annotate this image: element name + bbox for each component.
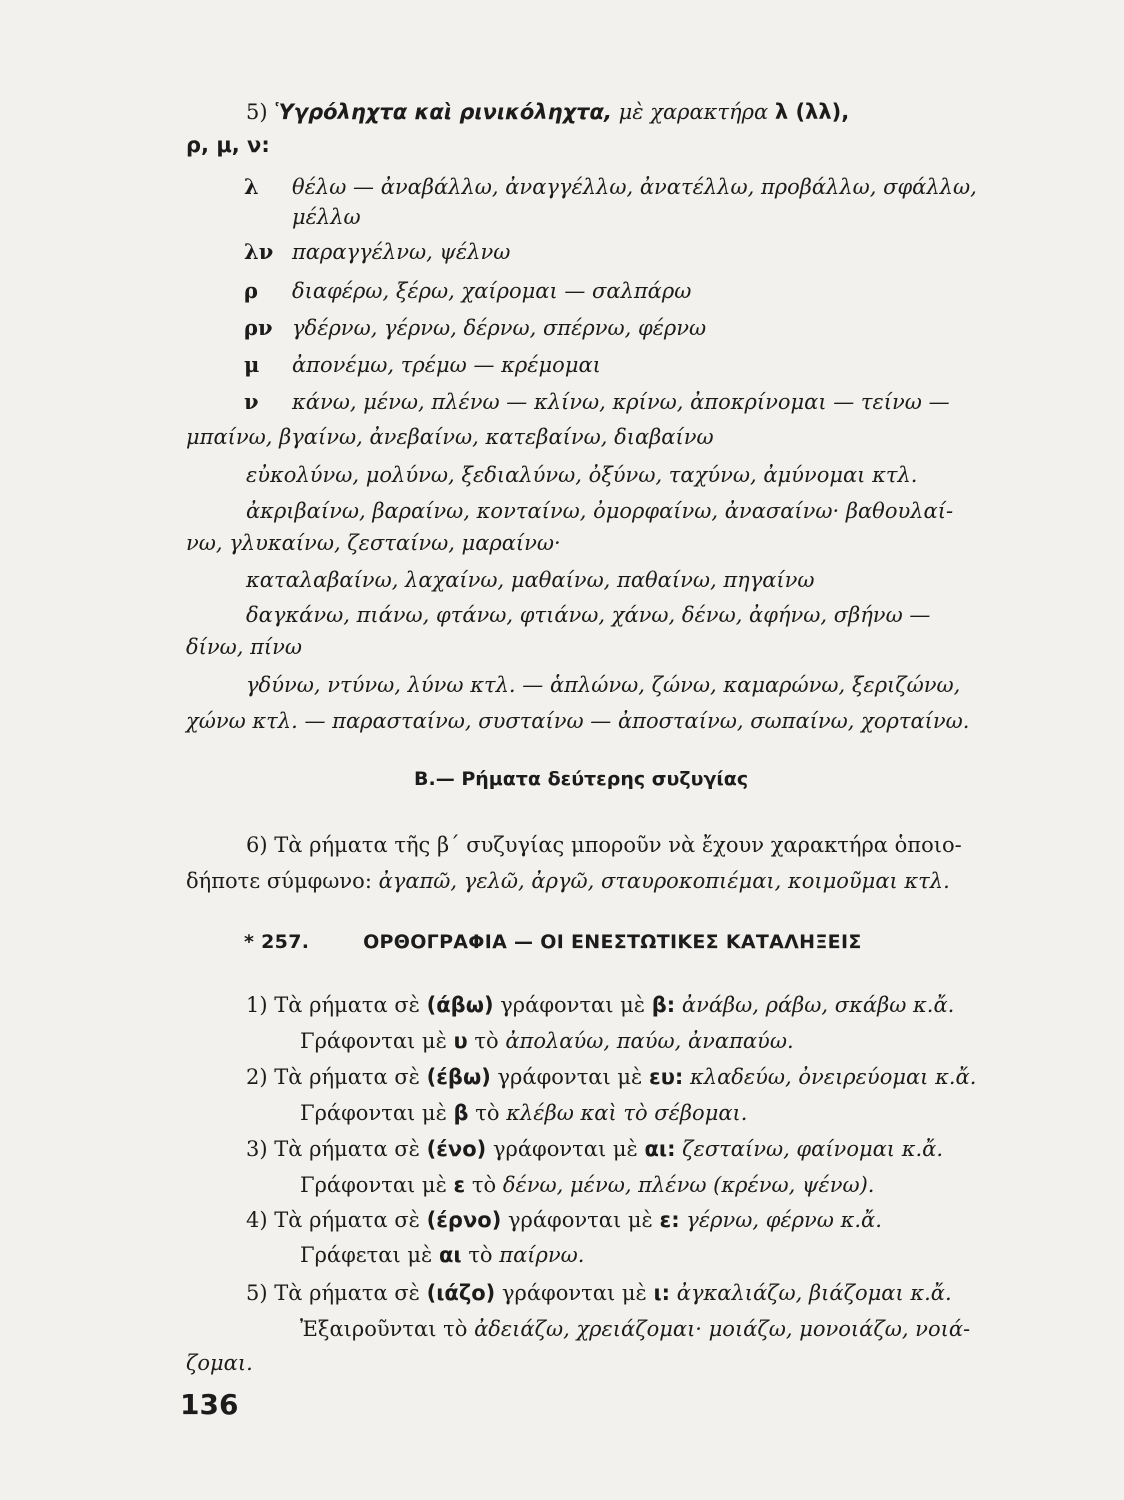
rule-note-text: Γράφονται μὲ: [300, 1029, 447, 1053]
lambdanu-label: λν: [244, 239, 274, 264]
rule-ending: (ιάζο): [426, 1281, 496, 1305]
rule-text: γράφονται μὲ: [500, 993, 646, 1017]
rule-note-letter: ε: [453, 1173, 466, 1197]
item6-text: Τὰ ρήματα τῆς β΄ συζυγίας μποροῦν νὰ ἔχουν χαρακτήρα ὁποιο-: [274, 833, 962, 857]
rule-letter: β:: [651, 993, 676, 1017]
lambda-line2: μέλλω: [292, 205, 361, 229]
rule-note-text: τὸ: [443, 1317, 468, 1341]
rule-3: [246, 1134, 943, 1164]
rule-ending: (άβω): [426, 993, 494, 1017]
rule-text: Τὰ ρήματα σὲ: [274, 1208, 420, 1232]
mu-label: μ: [244, 352, 260, 377]
nu-line8: δίνω, πίνω: [186, 635, 303, 659]
lambdanu-row: [244, 237, 510, 267]
rho-row: [244, 276, 691, 306]
nu-row: [244, 387, 950, 417]
rhonu-text: γδέρνω, γέρνω, δέρνω, σπέρνω, φέρνω: [292, 316, 707, 340]
rule-2-note: [300, 1098, 747, 1128]
rule-letter: ι:: [653, 1281, 671, 1305]
rule-note-examples: δένω, μένω, πλένω (κρένω, ψένω).: [502, 1173, 875, 1197]
rule-note-text: τὸ: [474, 1029, 499, 1053]
rule-note-examples: κλέβω καὶ τὸ σέβομαι.: [506, 1101, 748, 1125]
rule-note-text: Γράφονται μὲ: [300, 1101, 447, 1125]
rule-note-examples: παίρνω.: [499, 1243, 585, 1267]
nu-line7: δαγκάνω, πιάνω, φτάνω, φτιάνω, χάνω, δένω, ἀφήνω, σβήνω —: [246, 603, 931, 627]
nu-line9: γδύνω, ντύνω, λύνω κτλ. — ἁπλώνω, ζώνω, καμαρώνω, ξεριζώνω,: [246, 673, 961, 697]
rule-number: 2): [246, 1065, 268, 1089]
rhonu-row: [244, 313, 706, 343]
item5-characters: λ (λλ),: [774, 100, 850, 124]
rule-note-text: τὸ: [471, 1173, 497, 1197]
rule-1: [246, 990, 954, 1020]
rule-note-text: τὸ: [468, 1243, 493, 1267]
nu-line6: καταλαβαίνω, λαχαίνω, μαθαίνω, παθαίνω, πηγαίνω: [246, 568, 815, 592]
rule-text: Τὰ ρήματα σὲ: [274, 1281, 420, 1305]
mu-row: [244, 350, 601, 380]
rule-examples: ἀνάβω, ράβω, σκάβω κ.ἄ.: [681, 993, 955, 1017]
item6-line1: [246, 830, 962, 860]
rule-text: γράφονται μὲ: [501, 1281, 647, 1305]
nu-line10: χώνω κτλ. — παρασταίνω, συσταίνω — ἀποσταίνω, σωπαίνω, χορταίνω.: [186, 709, 970, 733]
rule-5-note: [300, 1314, 970, 1344]
rule-4: [246, 1205, 882, 1235]
section-b-heading: Β.— Ρήματα δεύτερης συζυγίας: [414, 768, 749, 790]
lambda-row: [244, 172, 977, 202]
rule-letter: ευ:: [649, 1065, 684, 1089]
nu-line5: νω, γλυκαίνω, ζεσταίνω, μαραίνω·: [186, 531, 561, 555]
rule-note-letter: υ: [453, 1029, 468, 1053]
rule-ending: (έβω): [426, 1065, 491, 1089]
rule-examples: ἀγκαλιάζω, βιάζομαι κ.ἄ.: [676, 1281, 952, 1305]
rule-text: γράφονται μὲ: [497, 1065, 643, 1089]
rule-ending: (έρνο): [426, 1208, 502, 1232]
nu-line1: κάνω, μένω, πλένω — κλίνω, κρίνω, ἀποκρίνομαι — τείνω —: [292, 390, 950, 414]
rule-text: Τὰ ρήματα σὲ: [274, 1137, 420, 1161]
item5-number: 5): [246, 100, 268, 124]
item5-characters-cont: ρ, μ, ν:: [186, 133, 270, 157]
rule-5-note-cont: ζομαι.: [186, 1351, 253, 1375]
item6-examples: ἀγαπῶ, γελῶ, ἀργῶ, σταυροκοπιέμαι, κοιμοῦμαι κτλ.: [378, 869, 950, 893]
rule-note-text: τὸ: [475, 1101, 500, 1125]
rule-ending: (ένο): [426, 1137, 487, 1161]
rule-note-examples: ἀπολαύω, παύω, ἀναπαύω.: [505, 1029, 794, 1053]
rule-note-letter: β: [453, 1101, 469, 1125]
rule-note-examples: ἀδειάζω, χρειάζομαι· μοιάζω, μονοιάζω, νοιά-: [474, 1317, 971, 1341]
item5-heading: [246, 97, 849, 127]
rule-number: 1): [246, 993, 268, 1017]
rule-examples: ζεσταίνω, φαίνομαι κ.ἄ.: [682, 1137, 944, 1161]
item6-number: 6): [246, 833, 268, 857]
rho-text: διαφέρω, ξέρω, χαίρομαι — σαλπάρω: [292, 279, 692, 303]
page-number: 136: [180, 1388, 239, 1421]
rule-examples: γέρνω, φέρνω κ.ἄ.: [686, 1208, 882, 1232]
lambdanu-text: παραγγέλνω, ψέλνω: [292, 240, 511, 264]
rule-3-note: [300, 1170, 874, 1200]
item5-title: Ὑγρόληχτα καὶ ρινικόληχτα,: [274, 100, 612, 124]
mu-text: ἀπονέμω, τρέμω — κρέμομαι: [292, 353, 601, 377]
rule-number: 4): [246, 1208, 268, 1232]
nu-line2: μπαίνω, βγαίνω, ἀνεβαίνω, κατεβαίνω, διαβαίνω: [186, 425, 714, 449]
rule-text: γράφονται μὲ: [492, 1137, 638, 1161]
section-257-title: ΟΡΘΟΓΡΑΦΙΑ — ΟΙ ΕΝΕΣΤΩΤΙΚΕΣ ΚΑΤΑΛΗΞΕΙΣ: [363, 931, 862, 953]
rule-letter: αι:: [644, 1137, 676, 1161]
rule-number: 5): [246, 1281, 268, 1305]
nu-label: ν: [244, 389, 259, 414]
lambda-line1: θέλω — ἀναβάλλω, ἀναγγέλλω, ἀνατέλλω, προβάλλω, σφάλλω,: [292, 175, 977, 199]
rule-examples: κλαδεύω, ὀνειρεύομαι κ.ἄ.: [689, 1065, 977, 1089]
rule-number: 3): [246, 1137, 268, 1161]
rule-letter: ε:: [659, 1208, 680, 1232]
rule-1-note: [300, 1026, 794, 1056]
item5-description: μὲ χαρακτήρα: [618, 100, 769, 124]
section-257-heading: [244, 927, 862, 957]
rule-note-letter: αι: [439, 1243, 462, 1267]
item6-line2: [186, 866, 950, 896]
item6-text-cont: δήποτε σύμφωνο:: [186, 869, 372, 893]
rhonu-label: ρν: [244, 315, 273, 340]
section-257-number: * 257.: [244, 931, 310, 953]
lambda-label: λ: [244, 174, 259, 199]
rule-text: Τὰ ρήματα σὲ: [274, 1065, 420, 1089]
rule-note-text: Γράφεται μὲ: [300, 1243, 433, 1267]
rule-text: γράφονται μὲ: [507, 1208, 653, 1232]
rule-note-text: Ἐξαιροῦνται: [300, 1317, 437, 1341]
rho-label: ρ: [244, 278, 258, 303]
rule-4-note: [300, 1240, 584, 1270]
rule-text: Τὰ ρήματα σὲ: [274, 993, 420, 1017]
nu-line4: ἀκριβαίνω, βαραίνω, κονταίνω, ὀμορφαίνω, ἀνασαίνω· βαθουλαί-: [246, 499, 954, 523]
nu-line3: εὐκολύνω, μολύνω, ξεδιαλύνω, ὀξύνω, ταχύνω, ἀμύνομαι κτλ.: [246, 463, 918, 487]
rule-2: [246, 1062, 976, 1092]
rule-5: [246, 1278, 952, 1308]
rule-note-text: Γράφονται μὲ: [300, 1173, 447, 1197]
